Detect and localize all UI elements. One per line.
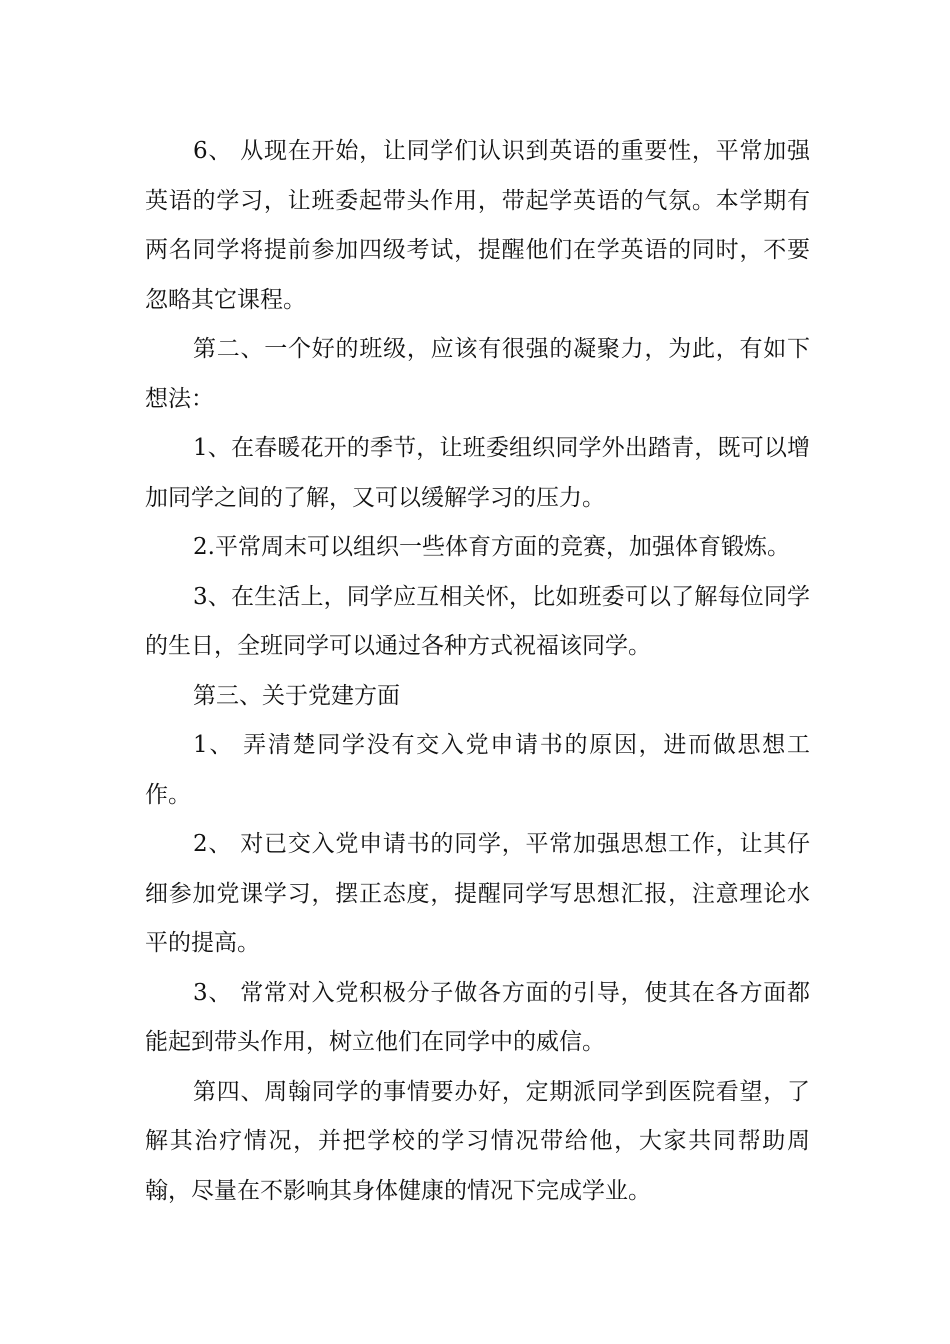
paragraph-section-four: 第四、周翰同学的事情要办好，定期派同学到医院看望，了解其治疗情况，并把学校的学习情况带给他，大家共同帮助周翰，尽量在不影响其身体健康的情况下完成学业。 <box>145 1078 810 1204</box>
paragraph-item-1-outing: 1、在春暖花开的季节，让班委组织同学外出踏青，既可以增加同学之间的了解，又可以缓解学习的压力。 <box>145 435 810 511</box>
paragraph-item-6-english: 6、 从现在开始，让同学们认识到英语的重要性，平常加强英语的学习，让班委起带头作用，带起学英语的气氛。本学期有两名同学将提前参加四级考试，提醒他们在学英语的同时，不要忽略其它课程。 <box>145 138 810 313</box>
document-body <box>145 127 810 1216</box>
paragraph-party-item-3: 3、 常常对入党积极分子做各方面的引导，使其在各方面都能起到带头作用，树立他们在同学中的威信。 <box>145 979 810 1055</box>
paragraph-item-2-sports: 2.平常周末可以组织一些体育方面的竞赛，加强体育锻炼。 <box>193 534 790 560</box>
paragraph-section-three-heading: 第三、关于党建方面 <box>193 682 400 709</box>
paragraph-item-3-birthday: 3、在生活上，同学应互相关怀，比如班委可以了解每位同学的生日，全班同学可以通过各种方式祝福该同学。 <box>145 583 810 659</box>
paragraph-party-item-2: 2、 对已交入党申请书的同学，平常加强思想工作，让其仔细参加党课学习，摆正态度，提醒同学写思想汇报，注意理论水平的提高。 <box>145 831 810 956</box>
paragraph-party-item-1: 1、 弄清楚同学没有交入党申请书的原因，进而做思想工作。 <box>145 732 810 808</box>
paragraph-section-two-heading: 第二、一个好的班级，应该有很强的凝聚力，为此，有如下想法： <box>145 336 810 412</box>
